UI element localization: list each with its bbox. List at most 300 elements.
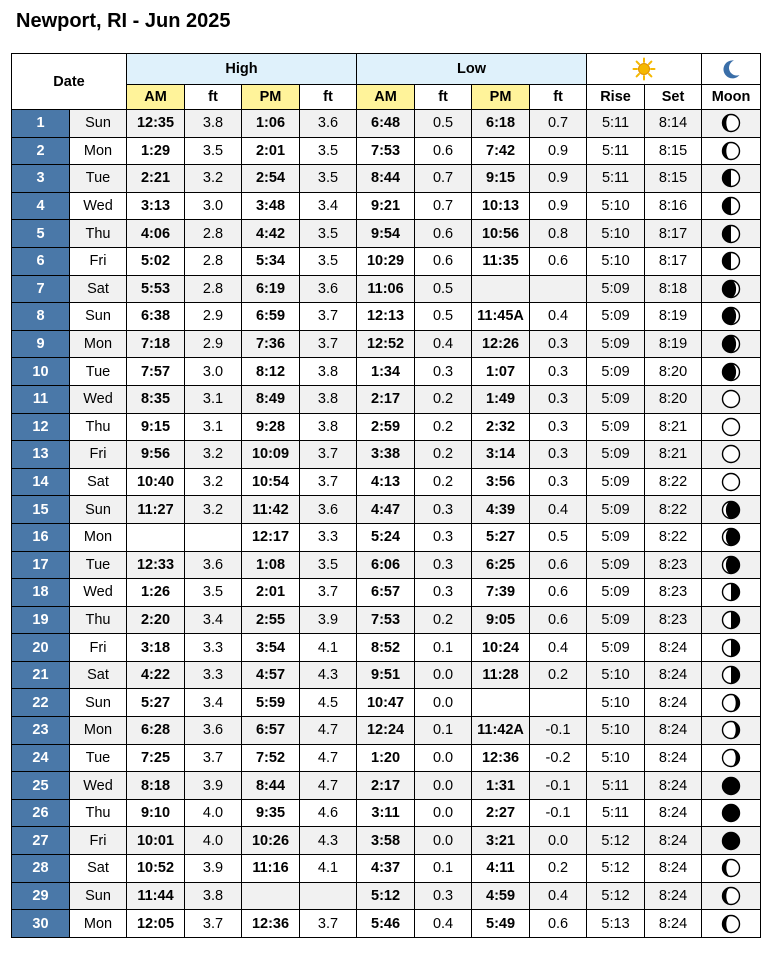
table-row: [12, 689, 761, 717]
low-pm-height: 0.3: [530, 358, 587, 386]
low-am-time: 9:51: [357, 661, 415, 689]
moon-phase-last-quarter-icon: [721, 665, 741, 685]
day-of-week: Fri: [70, 634, 127, 662]
high-am-time: 9:10: [127, 799, 185, 827]
high-am-time: 7:18: [127, 330, 185, 358]
high-am-time: [127, 523, 185, 551]
high-pm-time: 6:19: [242, 275, 300, 303]
day-of-week: Mon: [70, 137, 127, 165]
sunset-time: 8:24: [645, 772, 702, 800]
high-am-time: 9:56: [127, 441, 185, 469]
day-number: 6: [12, 247, 70, 275]
high-am-time: 7:57: [127, 358, 185, 386]
moon-phase-full-icon: [721, 472, 741, 492]
day-number: 30: [12, 910, 70, 938]
high-pm-height: 3.7: [300, 579, 357, 607]
low-am-time: 9:21: [357, 192, 415, 220]
moon-phase-waxing-crescent-icon: [721, 141, 741, 161]
high-pm-time: 2:01: [242, 137, 300, 165]
table-row: [12, 772, 761, 800]
low-am-time: 10:29: [357, 247, 415, 275]
day-of-week: Sun: [70, 110, 127, 138]
moon-phase-full-icon: [721, 444, 741, 464]
high-pm-height: 4.6: [300, 799, 357, 827]
high-am-time: 12:05: [127, 910, 185, 938]
low-pm-height: 0.3: [530, 330, 587, 358]
low-pm-time: 11:45A: [472, 303, 530, 331]
high-pm-time: 5:59: [242, 689, 300, 717]
sunrise-time: 5:09: [587, 275, 645, 303]
moon-phase-waning-gibbous-icon: [721, 527, 741, 547]
high-am-height: 3.7: [185, 910, 242, 938]
moon-phase-cell: [702, 385, 761, 413]
high-pm-time: 7:36: [242, 330, 300, 358]
day-of-week: Fri: [70, 827, 127, 855]
high-am-time: 10:01: [127, 827, 185, 855]
sunset-time: 8:23: [645, 579, 702, 607]
sunrise-time: 5:09: [587, 551, 645, 579]
low-am-time: 6:48: [357, 110, 415, 138]
high-am-time: 6:28: [127, 717, 185, 745]
high-am-height: 3.5: [185, 579, 242, 607]
table-row: [12, 606, 761, 634]
low-am-time: 5:46: [357, 910, 415, 938]
high-am-height: 3.4: [185, 606, 242, 634]
sunrise-time: 5:09: [587, 468, 645, 496]
low-pm-time: 3:21: [472, 827, 530, 855]
sunset-time: 8:22: [645, 523, 702, 551]
table-row: [12, 247, 761, 275]
high-am-height: 3.5: [185, 137, 242, 165]
low-am-time: 1:34: [357, 358, 415, 386]
high-am-height: 3.0: [185, 358, 242, 386]
high-am-height: 3.3: [185, 661, 242, 689]
sunset-time: 8:22: [645, 496, 702, 524]
high-am-height: 3.2: [185, 165, 242, 193]
low-pm-time: 5:27: [472, 523, 530, 551]
low-pm-time: 7:42: [472, 137, 530, 165]
moon-phase-last-quarter-icon: [721, 638, 741, 658]
high-pm-time: 2:54: [242, 165, 300, 193]
low-am-time: 2:17: [357, 772, 415, 800]
day-of-week: Thu: [70, 799, 127, 827]
low-pm-height: 0.5: [530, 523, 587, 551]
header-high-pm: PM: [242, 85, 300, 110]
low-pm-height: 0.3: [530, 468, 587, 496]
day-number: 24: [12, 744, 70, 772]
day-number: 22: [12, 689, 70, 717]
moon-phase-cell: [702, 192, 761, 220]
high-am-height: 2.8: [185, 220, 242, 248]
low-am-height: 0.6: [415, 247, 472, 275]
low-am-height: 0.3: [415, 579, 472, 607]
high-am-time: 8:18: [127, 772, 185, 800]
table-row: [12, 496, 761, 524]
low-pm-time: 10:13: [472, 192, 530, 220]
sun-icon: [632, 57, 656, 81]
low-am-height: 0.0: [415, 772, 472, 800]
header-low-am-ft: ft: [415, 85, 472, 110]
high-am-height: 3.8: [185, 882, 242, 910]
day-number: 20: [12, 634, 70, 662]
high-am-time: 11:27: [127, 496, 185, 524]
high-am-time: 8:35: [127, 385, 185, 413]
moon-phase-cell: [702, 827, 761, 855]
high-pm-height: 3.7: [300, 303, 357, 331]
day-number: 23: [12, 717, 70, 745]
moon-phase-cell: [702, 441, 761, 469]
moon-phase-cell: [702, 496, 761, 524]
high-pm-height: 4.7: [300, 772, 357, 800]
table-row: [12, 385, 761, 413]
day-number: 7: [12, 275, 70, 303]
high-pm-time: [242, 882, 300, 910]
moon-phase-cell: [702, 358, 761, 386]
low-am-time: 2:59: [357, 413, 415, 441]
high-am-height: 4.0: [185, 827, 242, 855]
sunset-time: 8:14: [645, 110, 702, 138]
low-am-time: 6:57: [357, 579, 415, 607]
day-of-week: Sat: [70, 661, 127, 689]
table-row: [12, 192, 761, 220]
moon-phase-waxing-gibbous-icon: [721, 362, 741, 382]
table-row: [12, 220, 761, 248]
moon-phase-cell: [702, 579, 761, 607]
low-pm-time: 7:39: [472, 579, 530, 607]
high-pm-height: 3.7: [300, 441, 357, 469]
sunrise-time: 5:09: [587, 413, 645, 441]
low-pm-time: [472, 275, 530, 303]
low-pm-time: 12:36: [472, 744, 530, 772]
table-row: [12, 523, 761, 551]
low-pm-time: 3:14: [472, 441, 530, 469]
day-of-week: Sun: [70, 303, 127, 331]
high-am-time: 1:26: [127, 579, 185, 607]
low-am-time: 7:53: [357, 137, 415, 165]
moon-phase-waning-crescent-icon: [721, 720, 741, 740]
high-am-height: 2.9: [185, 303, 242, 331]
low-pm-height: 0.6: [530, 247, 587, 275]
sunset-time: 8:21: [645, 441, 702, 469]
low-am-time: 11:06: [357, 275, 415, 303]
high-am-height: 3.9: [185, 855, 242, 883]
low-pm-time: 5:49: [472, 910, 530, 938]
table-row: [12, 717, 761, 745]
day-number: 14: [12, 468, 70, 496]
moon-phase-cell: [702, 772, 761, 800]
moon-phase-first-quarter-icon: [721, 196, 741, 216]
high-am-time: 5:02: [127, 247, 185, 275]
moon-phase-waxing-crescent-icon: [721, 113, 741, 133]
sunrise-time: 5:11: [587, 799, 645, 827]
high-am-time: 5:27: [127, 689, 185, 717]
day-number: 5: [12, 220, 70, 248]
moon-phase-waning-gibbous-icon: [721, 500, 741, 520]
sunset-time: 8:24: [645, 827, 702, 855]
sunrise-time: 5:09: [587, 523, 645, 551]
sunset-time: 8:24: [645, 799, 702, 827]
low-am-height: 0.5: [415, 303, 472, 331]
day-of-week: Wed: [70, 192, 127, 220]
crescent-moon-icon: [720, 58, 742, 80]
low-am-height: 0.2: [415, 606, 472, 634]
low-pm-height: 0.4: [530, 303, 587, 331]
low-am-height: 0.3: [415, 358, 472, 386]
low-pm-height: -0.2: [530, 744, 587, 772]
low-pm-height: 0.6: [530, 579, 587, 607]
low-am-height: 0.3: [415, 882, 472, 910]
sunset-time: 8:18: [645, 275, 702, 303]
sunrise-time: 5:10: [587, 717, 645, 745]
low-pm-time: 2:27: [472, 799, 530, 827]
high-pm-time: 12:17: [242, 523, 300, 551]
low-am-time: 6:06: [357, 551, 415, 579]
table-row: [12, 110, 761, 138]
table-row: [12, 744, 761, 772]
sunset-time: 8:15: [645, 137, 702, 165]
high-pm-height: 4.7: [300, 717, 357, 745]
header-low-pm: PM: [472, 85, 530, 110]
low-pm-height: 0.4: [530, 496, 587, 524]
low-pm-height: 0.0: [530, 827, 587, 855]
low-pm-time: 12:26: [472, 330, 530, 358]
low-am-time: 8:44: [357, 165, 415, 193]
high-pm-time: 1:08: [242, 551, 300, 579]
high-am-time: 4:22: [127, 661, 185, 689]
sunset-time: 8:16: [645, 192, 702, 220]
day-of-week: Mon: [70, 523, 127, 551]
high-pm-time: 6:59: [242, 303, 300, 331]
sunrise-time: 5:09: [587, 496, 645, 524]
low-pm-height: 0.3: [530, 441, 587, 469]
low-pm-time: 11:42A: [472, 717, 530, 745]
low-pm-height: 0.4: [530, 882, 587, 910]
moon-phase-cell: [702, 551, 761, 579]
low-am-height: 0.0: [415, 689, 472, 717]
header-set: Set: [645, 85, 702, 110]
low-am-time: 8:52: [357, 634, 415, 662]
day-number: 16: [12, 523, 70, 551]
day-of-week: Thu: [70, 606, 127, 634]
moon-phase-cell: [702, 137, 761, 165]
day-of-week: Wed: [70, 385, 127, 413]
high-am-height: [185, 523, 242, 551]
high-am-height: 3.0: [185, 192, 242, 220]
high-am-time: 2:21: [127, 165, 185, 193]
high-pm-height: 3.4: [300, 192, 357, 220]
day-number: 1: [12, 110, 70, 138]
low-pm-time: 2:32: [472, 413, 530, 441]
high-pm-time: 10:54: [242, 468, 300, 496]
high-am-time: 10:52: [127, 855, 185, 883]
high-am-height: 2.8: [185, 275, 242, 303]
high-am-time: 3:18: [127, 634, 185, 662]
low-am-height: 0.2: [415, 468, 472, 496]
header-rise: Rise: [587, 85, 645, 110]
day-number: 9: [12, 330, 70, 358]
high-am-time: 5:53: [127, 275, 185, 303]
low-pm-height: 0.6: [530, 551, 587, 579]
high-am-height: 3.1: [185, 385, 242, 413]
high-pm-time: 3:48: [242, 192, 300, 220]
low-pm-time: 1:07: [472, 358, 530, 386]
high-pm-height: 3.3: [300, 523, 357, 551]
low-am-height: 0.6: [415, 220, 472, 248]
high-pm-time: 11:16: [242, 855, 300, 883]
low-pm-time: 6:25: [472, 551, 530, 579]
header-moon: Moon: [702, 85, 761, 110]
day-number: 3: [12, 165, 70, 193]
day-number: 27: [12, 827, 70, 855]
sunset-time: 8:24: [645, 744, 702, 772]
day-of-week: Mon: [70, 330, 127, 358]
high-am-height: 3.4: [185, 689, 242, 717]
low-am-height: 0.0: [415, 799, 472, 827]
day-number: 26: [12, 799, 70, 827]
high-pm-time: 6:57: [242, 717, 300, 745]
sunset-time: 8:17: [645, 220, 702, 248]
table-row: [12, 468, 761, 496]
low-pm-time: 10:56: [472, 220, 530, 248]
high-am-height: 3.1: [185, 413, 242, 441]
day-of-week: Wed: [70, 772, 127, 800]
low-pm-height: 0.9: [530, 137, 587, 165]
low-am-height: 0.1: [415, 634, 472, 662]
moon-phase-full-icon: [721, 417, 741, 437]
day-number: 12: [12, 413, 70, 441]
moon-phase-cell: [702, 247, 761, 275]
high-pm-height: 3.7: [300, 330, 357, 358]
moon-phase-cell: [702, 744, 761, 772]
low-pm-height: 0.8: [530, 220, 587, 248]
low-am-height: 0.0: [415, 827, 472, 855]
day-number: 19: [12, 606, 70, 634]
header-high-am-ft: ft: [185, 85, 242, 110]
moon-phase-waxing-gibbous-icon: [721, 306, 741, 326]
sunrise-time: 5:11: [587, 110, 645, 138]
moon-phase-cell: [702, 910, 761, 938]
high-am-time: 12:33: [127, 551, 185, 579]
sunset-time: 8:20: [645, 385, 702, 413]
day-of-week: Mon: [70, 910, 127, 938]
low-pm-time: 11:28: [472, 661, 530, 689]
sunrise-time: 5:09: [587, 358, 645, 386]
high-am-time: 10:40: [127, 468, 185, 496]
high-pm-time: 7:52: [242, 744, 300, 772]
day-of-week: Sat: [70, 855, 127, 883]
sunset-time: 8:24: [645, 855, 702, 883]
day-of-week: Sat: [70, 275, 127, 303]
high-pm-height: 3.6: [300, 110, 357, 138]
low-am-height: 0.4: [415, 910, 472, 938]
low-am-time: 4:13: [357, 468, 415, 496]
low-pm-time: 9:15: [472, 165, 530, 193]
high-pm-height: 4.1: [300, 855, 357, 883]
sunrise-time: 5:09: [587, 579, 645, 607]
high-am-height: 3.2: [185, 441, 242, 469]
moon-phase-cell: [702, 413, 761, 441]
low-am-height: 0.6: [415, 137, 472, 165]
low-am-height: 0.0: [415, 661, 472, 689]
day-number: 25: [12, 772, 70, 800]
table-row: [12, 551, 761, 579]
day-number: 13: [12, 441, 70, 469]
tide-rows: [12, 110, 761, 938]
sunset-time: 8:24: [645, 717, 702, 745]
day-of-week: Sat: [70, 468, 127, 496]
table-row: [12, 358, 761, 386]
high-pm-height: 3.6: [300, 496, 357, 524]
table-row: [12, 441, 761, 469]
high-pm-time: 2:55: [242, 606, 300, 634]
day-number: 11: [12, 385, 70, 413]
high-am-time: 3:13: [127, 192, 185, 220]
low-pm-height: 0.3: [530, 413, 587, 441]
low-am-height: 0.7: [415, 192, 472, 220]
high-pm-time: 1:06: [242, 110, 300, 138]
high-pm-height: 4.7: [300, 744, 357, 772]
low-pm-time: 4:11: [472, 855, 530, 883]
sunrise-time: 5:11: [587, 772, 645, 800]
high-pm-height: 4.1: [300, 634, 357, 662]
high-am-height: 3.6: [185, 551, 242, 579]
high-am-time: 1:29: [127, 137, 185, 165]
moon-phase-cell: [702, 165, 761, 193]
page-title: Newport, RI - Jun 2025: [16, 10, 231, 32]
sunset-time: 8:22: [645, 468, 702, 496]
moon-phase-waning-crescent-icon: [721, 748, 741, 768]
header-low-pm-ft: ft: [530, 85, 587, 110]
sunrise-time: 5:09: [587, 385, 645, 413]
sunrise-time: 5:10: [587, 689, 645, 717]
moon-phase-waning-gibbous-icon: [721, 555, 741, 575]
low-am-height: 0.1: [415, 855, 472, 883]
high-am-height: 2.9: [185, 330, 242, 358]
table-row: [12, 882, 761, 910]
sunrise-time: 5:10: [587, 661, 645, 689]
low-am-time: 10:47: [357, 689, 415, 717]
moon-phase-cell: [702, 523, 761, 551]
table-row: [12, 413, 761, 441]
sunrise-time: 5:10: [587, 744, 645, 772]
low-pm-time: 11:35: [472, 247, 530, 275]
day-of-week: Tue: [70, 551, 127, 579]
low-pm-height: 0.9: [530, 165, 587, 193]
header-sun: [587, 54, 702, 85]
high-pm-height: 3.9: [300, 606, 357, 634]
high-pm-height: 3.5: [300, 220, 357, 248]
high-pm-time: 8:49: [242, 385, 300, 413]
sunrise-time: 5:10: [587, 247, 645, 275]
header-high-am: AM: [127, 85, 185, 110]
low-am-time: 4:47: [357, 496, 415, 524]
day-of-week: Thu: [70, 220, 127, 248]
high-am-height: 3.7: [185, 744, 242, 772]
low-pm-height: [530, 689, 587, 717]
table-row: [12, 634, 761, 662]
moon-phase-first-quarter-icon: [721, 168, 741, 188]
moon-phase-cell: [702, 634, 761, 662]
high-am-height: 3.2: [185, 468, 242, 496]
moon-phase-waxing-gibbous-icon: [721, 279, 741, 299]
header-low-am: AM: [357, 85, 415, 110]
day-number: 15: [12, 496, 70, 524]
moon-phase-waxing-gibbous-icon: [721, 334, 741, 354]
moon-phase-waxing-crescent-icon: [721, 858, 741, 878]
low-pm-time: 3:56: [472, 468, 530, 496]
day-of-week: Fri: [70, 247, 127, 275]
day-of-week: Thu: [70, 413, 127, 441]
